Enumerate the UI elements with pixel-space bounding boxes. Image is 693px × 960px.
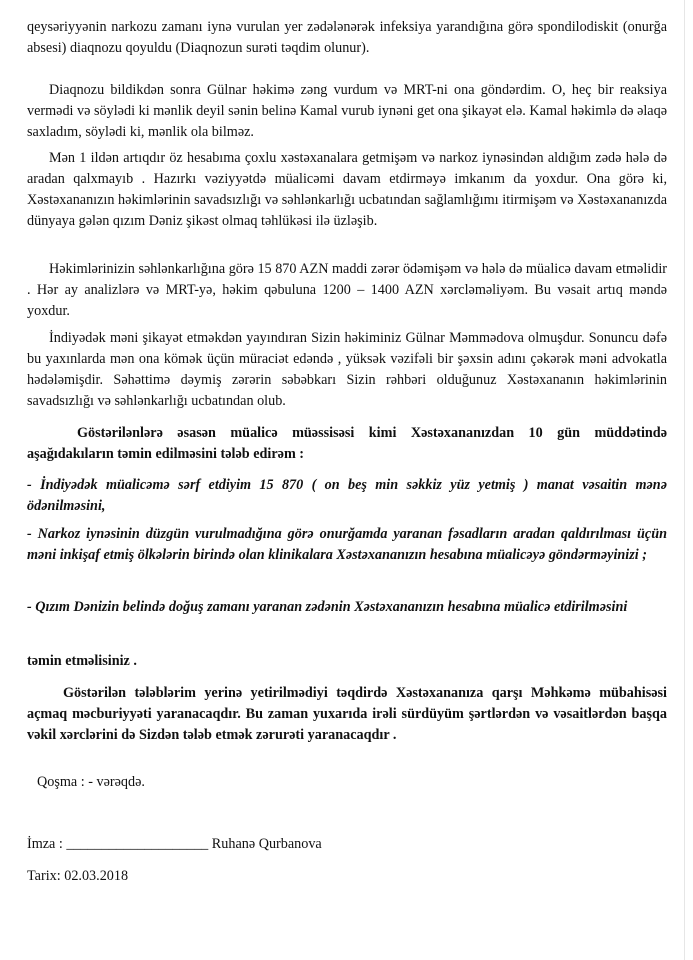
page-edge [684,0,685,960]
date-line: Tarix: 02.03.2018 [27,868,129,884]
attachment-line: Qoşma : - vərəqdə. [37,774,145,790]
demand-item-3: - Qızım Dənizin belində doğuş zamanı yaranan zədənin Xəstəxananızın hesabına müalicə etdirilməsini [27,599,628,615]
paragraph-threats: İndiyədək məni şikayət etməkdən yayındıran Sizin həkiminiz Gülnar Məmmədova olmuşdur. Sonuncu dəfə bu yaxınlarda mən ona kömək üçün müraciət edəndə , yüksək vəzifəli bir şəxsin adını çəkərək məni advokatla hədələmişdir. Səhəttimə dəymiş zərərin səbəbkarı Sizin rəhbəri olduğunuz Xəstəxananın həkimlərinin savadsızlığı və səhlənkarlığı ucbatından olub. [27,330,667,409]
signature-line: İmza : ____________________ Ruhanə Qurbanova [27,836,322,852]
paragraph-doctor-call: Diaqnozu bildikdən sonra Gülnar həkimə zəng vurdum və MRT-ni ona göndərdim. O, heç bir reaksiya vermədi və söylədi ki mənlik deyil sənin belinə Kamal vurub iynəni get ona şikayət elə. Kamal həkimlə də əlaqə saxladım, söylədi ki, mənlik ola bilməz. [27,82,667,140]
demand-intro: Göstərilənlərə əsasən müalicə müəssisəsi kimi Xəstəxananızdan 10 gün müddətində aşağıdakıların təmin edilməsini tələb edirəm : [27,425,667,462]
demand-item-1: - İndiyədək müalicəmə sərf etdiyim 15 870 ( on beş min səkkiz yüz yetmiş ) manat vəsaitin mənə ödənilməsini, [27,477,667,514]
paragraph-treatment: Mən 1 ildən artıqdır öz hesabıma çoxlu xəstəxanalara getmişəm və narkoz iynəsindən aldığım zədə hələ də aradan qalxmayıb . Hazırkı vəziyyətdə müalicəmi davam etdirməyə imkanım da yoxdur. Ona görə ki, Xəstəxananızın həkimlərinin savadsızlığı və səhlənkarlığı ucbatından sağlamlığımı itirmişəm və Xəstəxananızda dünyaya gələn qızım Dəniz şikəst olmaq təhlükəsi ilə üzləşib. [27,150,667,229]
paragraph-warning: Göstərilən tələblərim yerinə yetirilmədiyi təqdirdə Xəstəxananıza qarşı Məhkəmə mübahisəsi açmaq məcburiyyəti yaranacaqdır. Bu zaman yuxarıda irəli sürdüyüm şərtlərdən və vəsaitlərdən başqa vəkil xərclərini də Sizdən tələb etmək zərurəti yaranacaqdır . [27,685,667,743]
demand-close: təmin etməlisiniz . [27,653,137,669]
paragraph-costs: Həkimlərinizin səhlənkarlığına görə 15 870 AZN maddi zərər ödəmişəm və hələ də müalicə davam etməlidir . Hər ay analizlərə və MRT-yə, həkim qəbuluna 1200 – 1400 AZN xərcləməliyəm. Bu vəsait artıq məndə yoxdur. [27,261,667,319]
demand-item-2: - Narkoz iynəsinin düzgün vurulmadığına görə onurğamda yaranan fəsadların aradan qaldırılması üçün məni inkişaf etmiş ölkələrin birində olan klinikalara Xəstəxananızın hesabına müalicəyə göndərməyinizi ; [27,526,667,563]
paragraph-diagnosis: qeysəriyyənin narkozu zamanı iynə vurulan yer zədələnərək infeksiya yarandığına görə spondilodiskit (onurğa absesi) diaqnozu qoyuldu (Diaqnozun surəti təqdim olunur). [27,19,667,56]
